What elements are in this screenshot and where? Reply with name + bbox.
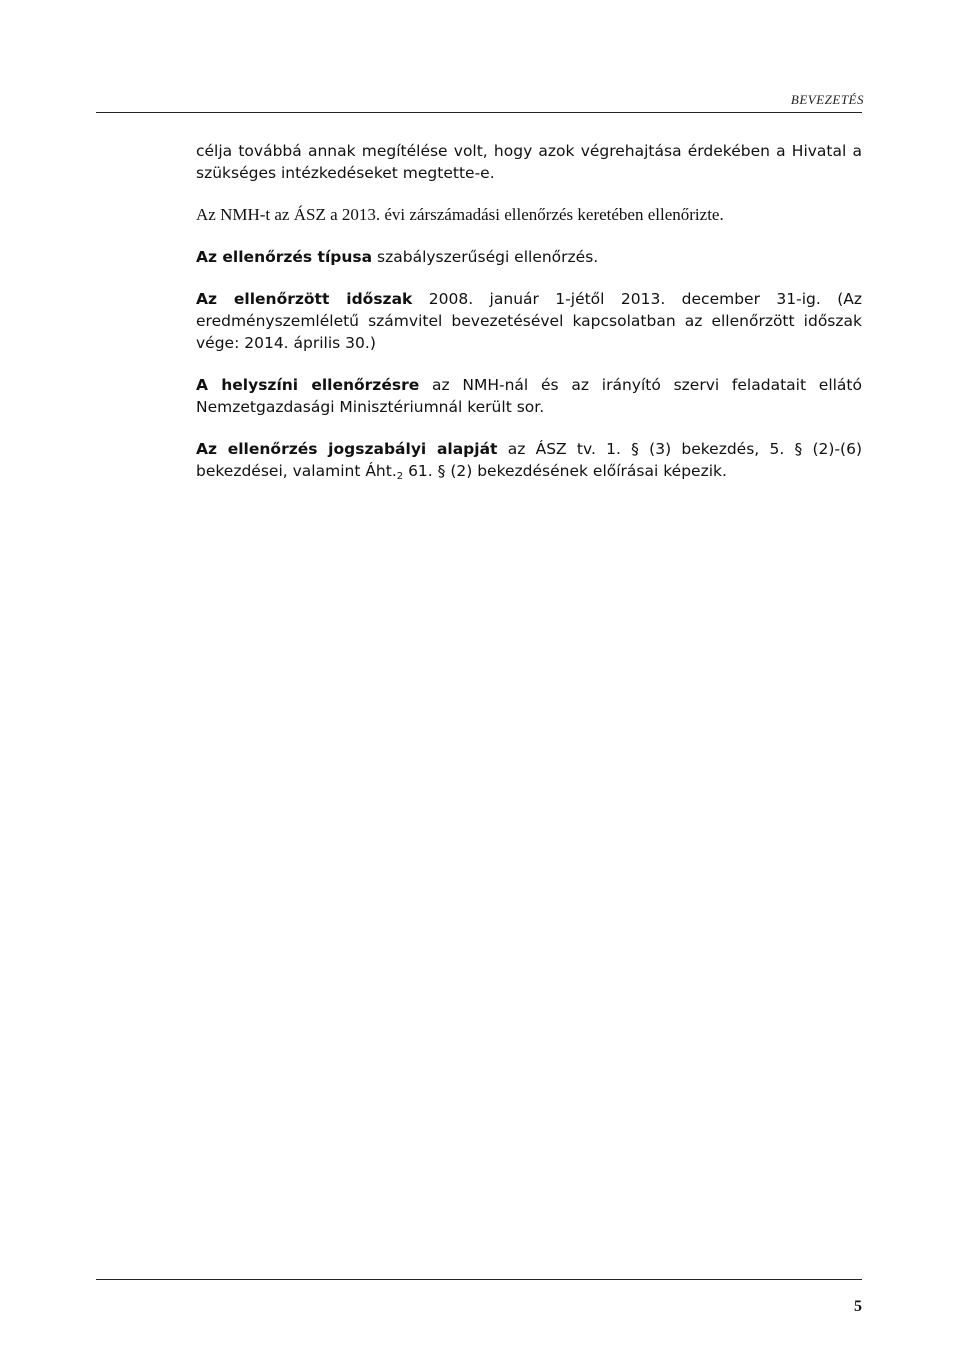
paragraph-audit-scope-text: Az NMH-t az ÁSZ a 2013. évi zárszámadási ellenőrzés keretében ellenőrizte. [196,205,724,224]
audit-period-label: Az ellenőrzött időszak [196,290,413,308]
paragraph-purpose-text: célja továbbá annak megítélése volt, hogy azok végrehajtása érdekében a Hivatal a szükséges intézkedéseket megtette-e. [196,142,862,182]
paragraph-purpose [196,140,862,184]
header-rule [96,112,862,113]
audit-type-label: Az ellenőrzés típusa [196,248,373,266]
footer-rule [96,1279,862,1280]
paragraph-audit-type [196,246,862,268]
onsite-audit-label: A helyszíni ellenőrzésre [196,376,420,394]
legal-basis-text-a: az ÁSZ tv. 1. § (3) bekezdés, 5. § (2)-(6) bekezdései, valamint Áht. [196,440,862,480]
paragraph-audit-period [196,288,862,354]
page-number: 5 [854,1298,862,1315]
audit-period-value: 2008. január 1-jétől 2013. december 31-ig. (Az eredményszemléletű számvitel bevezetésével kapcsolatban az ellenőrzött időszak vége: 2014. április 30.) [196,290,862,352]
section-header: BEVEZETÉS [790,92,864,107]
legal-basis-label: Az ellenőrzés jogszabályi alapját [196,440,498,458]
paragraph-onsite-audit [196,374,862,418]
paragraph-legal-basis [196,438,862,488]
body-text [196,140,862,508]
audit-type-value: szabályszerűségi ellenőrzés. [372,248,599,266]
legal-basis-text-b: 61. § (2) bekezdésének előírásai képezik. [403,462,727,480]
onsite-audit-value: az NMH-nál és az irányító szervi feladatait ellátó Nemzetgazdasági Minisztériumnál került sor. [196,376,862,416]
paragraph-audit-scope [196,204,862,226]
legal-basis-subscript: 2 [396,471,404,482]
